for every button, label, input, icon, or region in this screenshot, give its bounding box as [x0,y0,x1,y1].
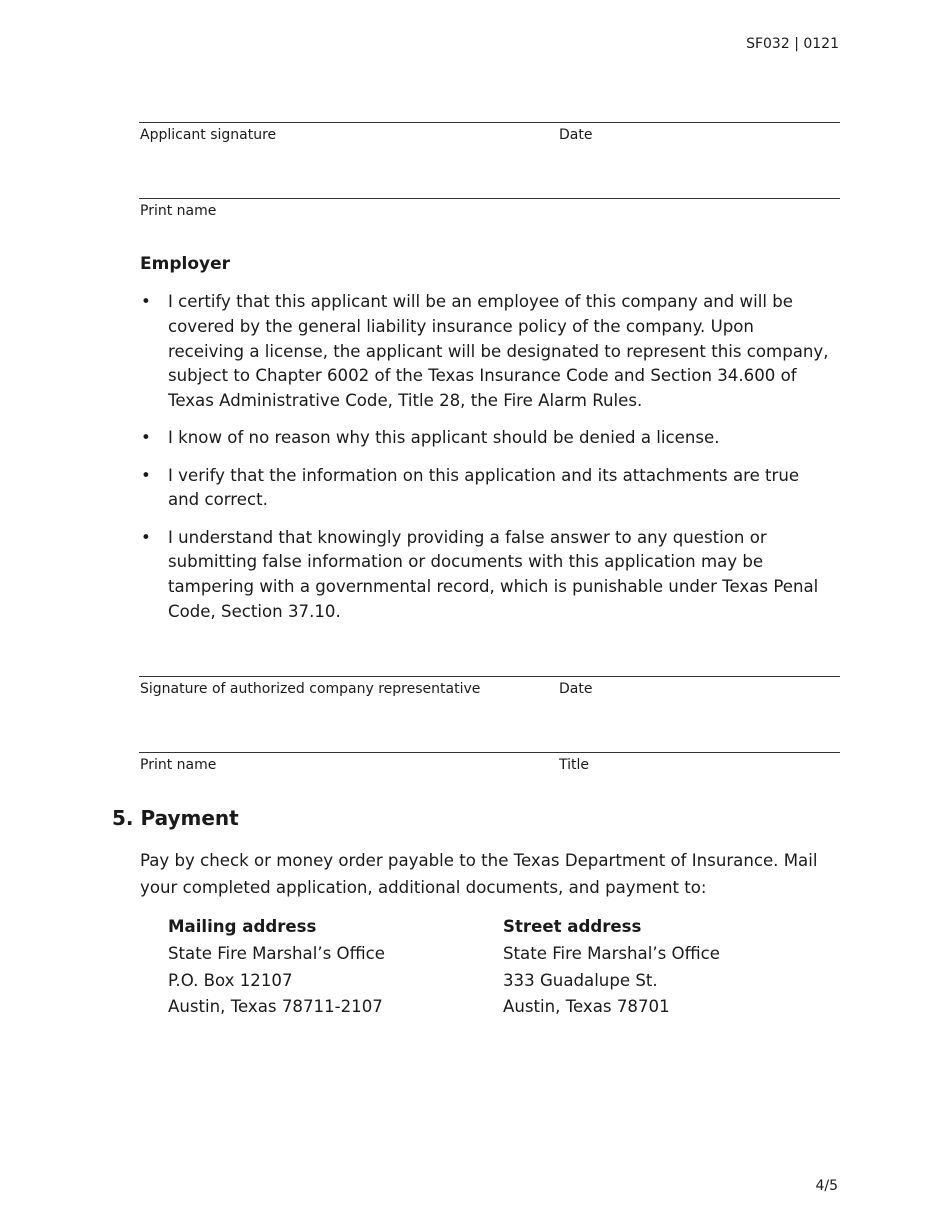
applicant-signature-label: Applicant signature [140,127,277,143]
representative-title-label: Title [559,757,590,773]
representative-signature-line[interactable] [139,676,840,707]
representative-date-label: Date [559,681,593,697]
street-address [503,914,720,1021]
representative-print-name-label: Print name [140,757,217,773]
mailing-address [168,914,385,1021]
representative-signature-label: Signature of authorized company representative [140,681,481,697]
payment-heading: 5. Payment [112,806,239,830]
street-address-line: 333 Guadalupe St. [503,970,658,990]
employer-certification-list [140,290,830,637]
mailing-address-title: Mailing address [168,917,317,936]
certification-statement [140,426,830,451]
street-address-line: Austin, Texas 78701 [503,997,670,1017]
bullet-icon: • [141,292,151,311]
mailing-address-line: P.O. Box 12107 [168,970,293,990]
mailing-address-line: Austin, Texas 78711-2107 [168,997,383,1017]
payment-instructions: Pay by check or money order payable to the Texas Department of Insurance. Mail your completed application, additional documents, and payment to: [140,851,818,897]
applicant-print-name-label: Print name [140,203,217,219]
certification-statement [140,526,830,625]
form-code: SF032 | 0121 [746,36,839,52]
applicant-signature-line[interactable] [139,122,840,153]
street-address-title: Street address [503,917,642,936]
mailing-address-line: State Fire Marshal’s Office [168,943,385,963]
bullet-icon: • [141,428,151,448]
certification-text: I understand that knowingly providing a false answer to any question or submitting false information or documents with this application may be tampering with a governmental record, which is punishable under Texas Penal Code, Section 37.10. [168,527,819,621]
bullet-icon: • [141,527,151,547]
street-address-line: State Fire Marshal’s Office [503,943,720,963]
page-number: 4/5 [815,1178,838,1194]
certification-text: I verify that the information on this application and its attachments are true and correct. [168,465,800,510]
bullet-icon: • [141,465,151,485]
certification-statement [140,290,830,414]
representative-print-name-line[interactable] [139,752,840,783]
applicant-date-label: Date [559,127,593,143]
certification-text: I know of no reason why this applicant should be denied a license. [168,428,720,448]
employer-heading: Employer [140,254,230,274]
applicant-print-name-line[interactable] [139,198,840,229]
certification-text: I certify that this applicant will be an employee of this company and will be covered by the general liability insurance policy of the company. Upon receiving a license, the applicant will be designated to represent this company, subject to Chapter 6002 of the Texas Insurance Code and Section 34.600 of Texas Administrative Code, Title 28, the Fire Alarm Rules. [168,292,829,411]
certification-statement [140,464,830,514]
